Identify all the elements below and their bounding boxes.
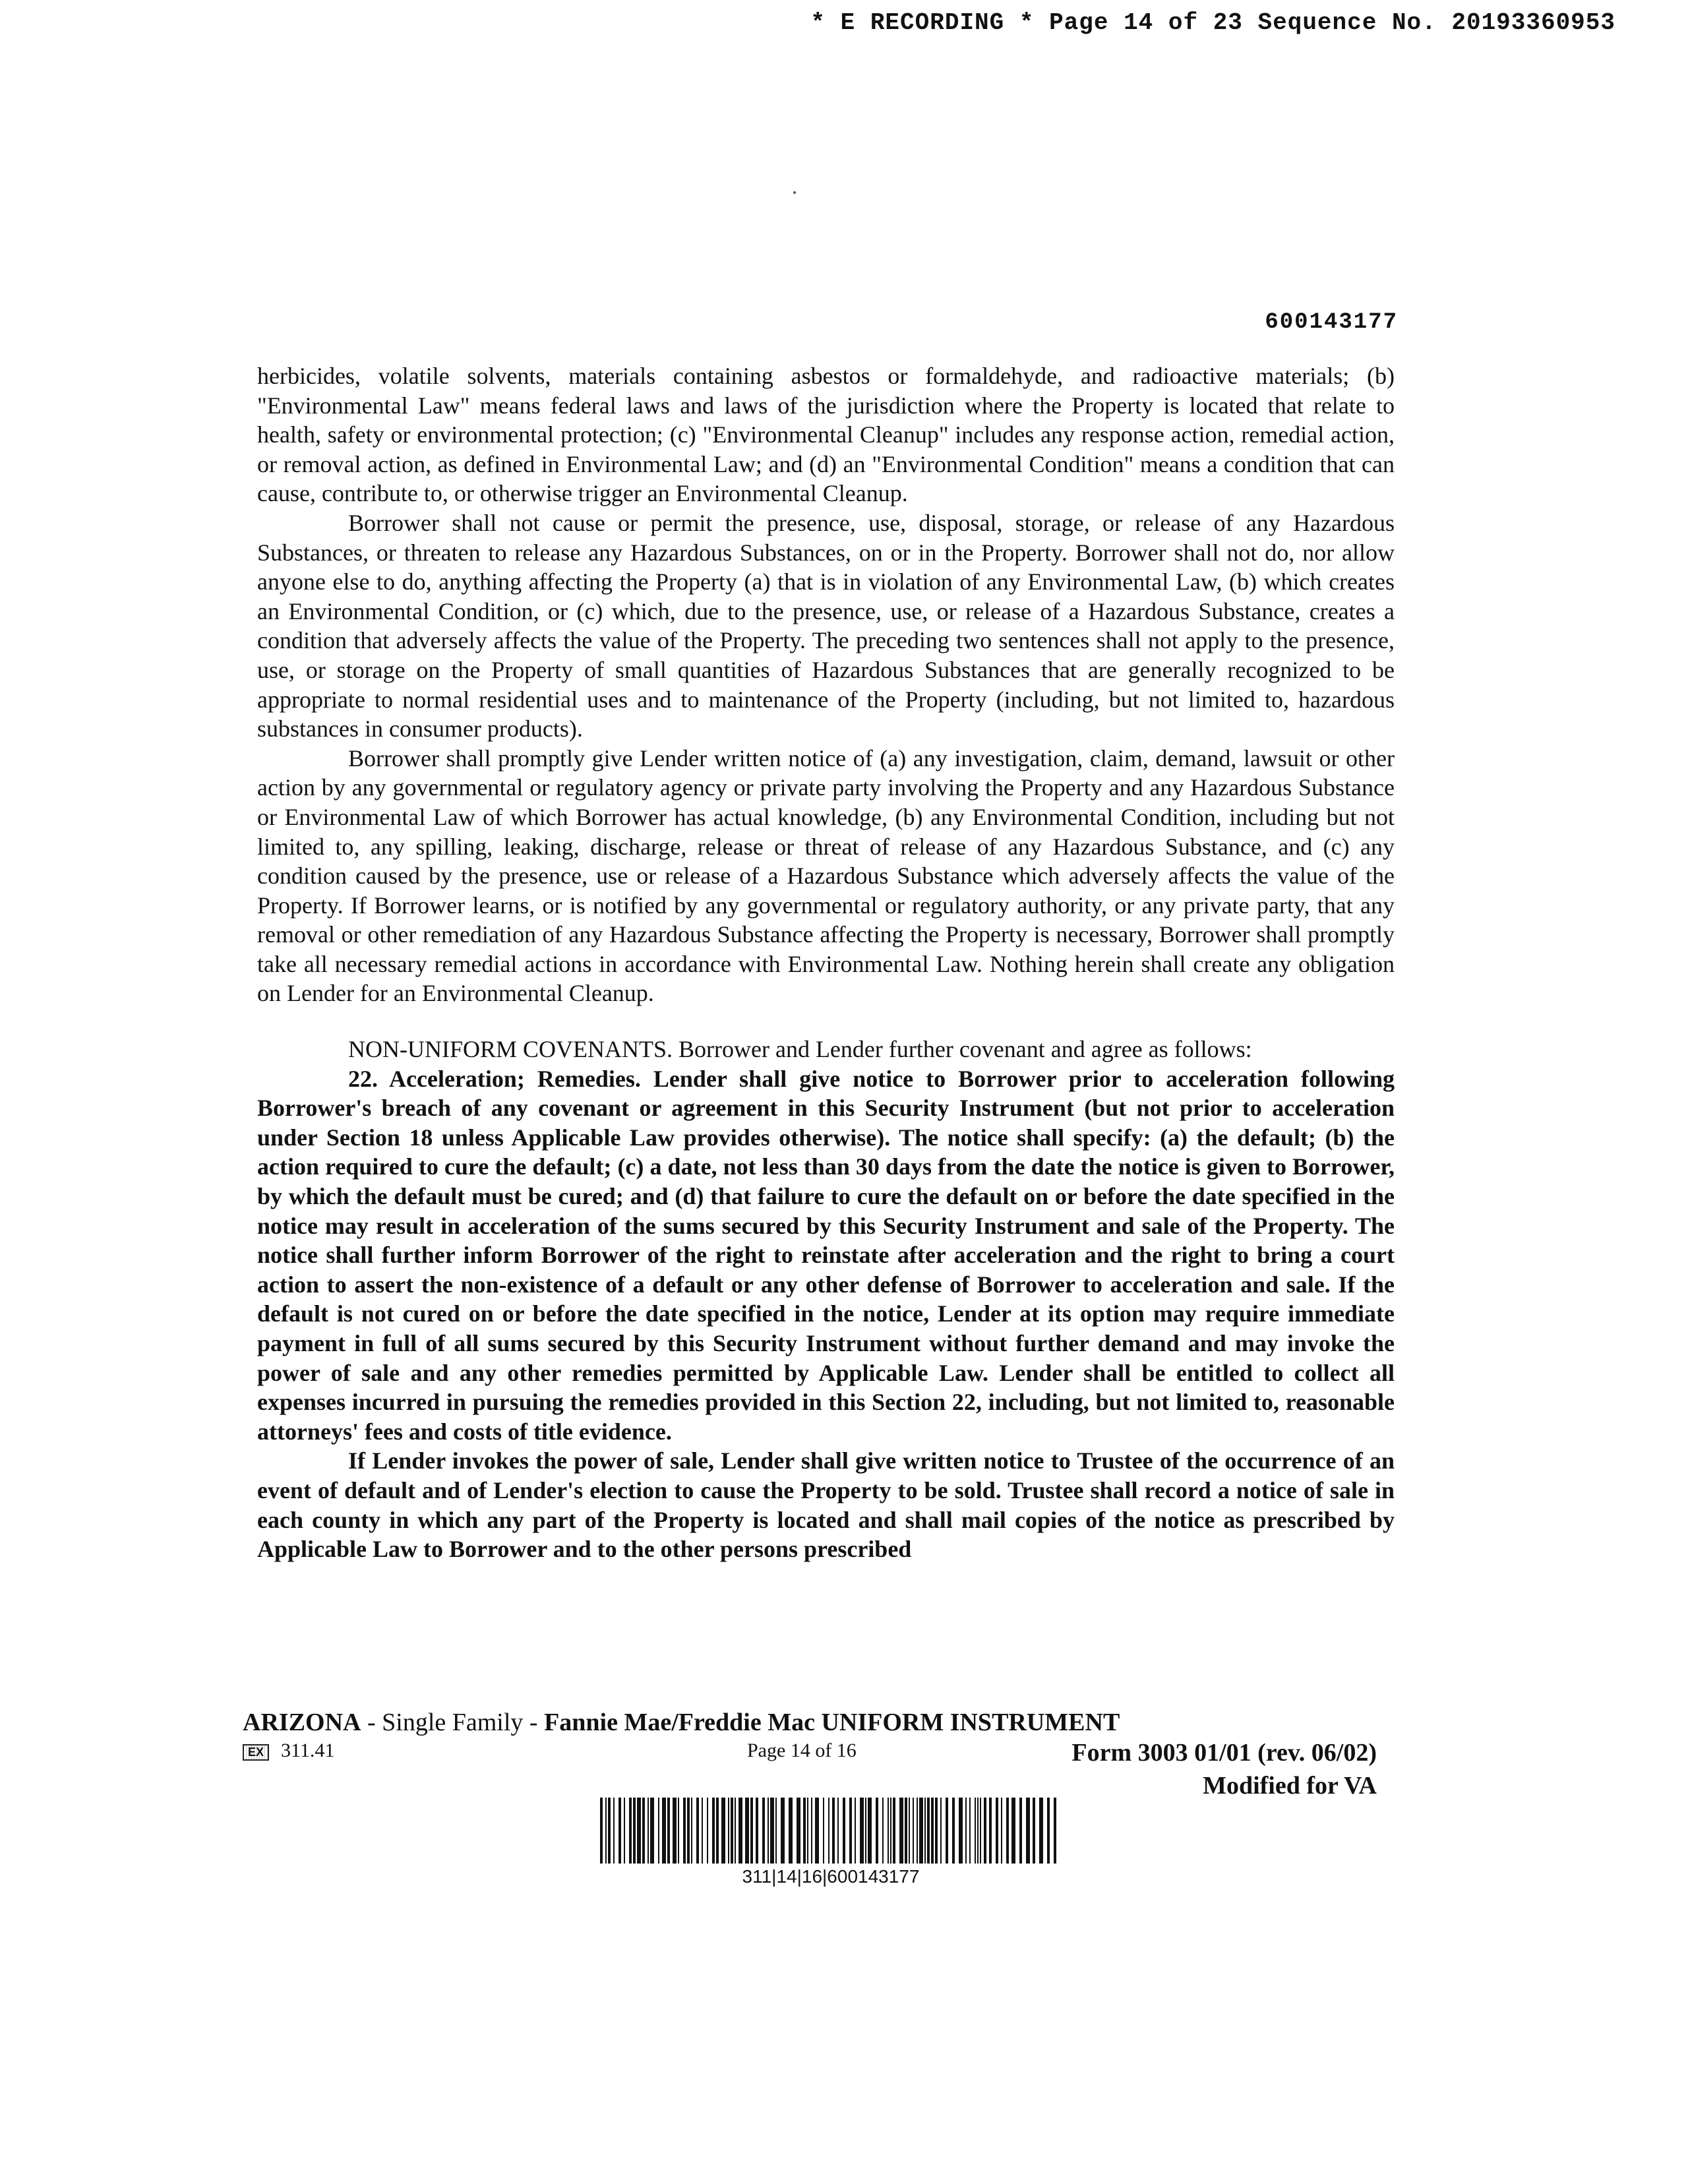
barcode-bar bbox=[865, 1798, 866, 1864]
barcode-bar bbox=[712, 1798, 715, 1864]
barcode-bar bbox=[969, 1798, 971, 1864]
barcode-bar bbox=[781, 1798, 785, 1864]
barcode-bar bbox=[633, 1798, 636, 1864]
barcode-bar bbox=[618, 1798, 621, 1864]
barcode-bar bbox=[1026, 1798, 1030, 1864]
scan-speck bbox=[793, 191, 796, 194]
barcode-bar bbox=[745, 1798, 749, 1864]
barcode-bar bbox=[605, 1798, 607, 1864]
recording-stamp: * E RECORDING * Page 14 of 23 Sequence No. 20193360953 bbox=[810, 9, 1615, 36]
barcode-graphic bbox=[600, 1798, 1062, 1864]
barcode-bar bbox=[996, 1798, 998, 1864]
form-publisher-logo-icon: EX bbox=[243, 1744, 269, 1761]
form-state: ARIZONA bbox=[243, 1709, 361, 1736]
barcode-bar bbox=[600, 1798, 603, 1864]
barcode-bar bbox=[893, 1798, 895, 1864]
form-footer bbox=[243, 1708, 1377, 1800]
barcode-caption: 311|14|16|600143177 bbox=[742, 1866, 920, 1887]
barcode-bar bbox=[1001, 1798, 1002, 1864]
barcode-bar bbox=[849, 1798, 852, 1864]
barcode-bar bbox=[860, 1798, 864, 1864]
barcode-bar bbox=[637, 1798, 641, 1864]
form-code-number: 311.41 bbox=[281, 1740, 335, 1761]
form-title-separator: - Single Family - bbox=[361, 1709, 545, 1736]
barcode-bar bbox=[683, 1798, 686, 1864]
barcode-bar bbox=[667, 1798, 670, 1864]
barcode-bar bbox=[924, 1798, 926, 1864]
form-code bbox=[243, 1740, 334, 1762]
barcode-bar bbox=[832, 1798, 835, 1864]
barcode-bar bbox=[1019, 1798, 1022, 1864]
barcode-bar bbox=[728, 1798, 729, 1864]
barcode-bar bbox=[807, 1798, 808, 1864]
barcode-bar bbox=[952, 1798, 955, 1864]
barcode-bar bbox=[965, 1798, 967, 1864]
barcode-bar bbox=[716, 1798, 719, 1864]
barcode-bar bbox=[899, 1798, 903, 1864]
section-22-acceleration-remedies: 22. Acceleration; Remedies. Lender shall give notice to Borrower prior to acceleration following Borrower's breach of any covenant or agreement in this Security Instrument (but not prior to acceleration under Section 18 unless Applicable Law provides otherwise). The notice shall specify: (a) the default; (b) the action required to cure the default; (c) a date, not less than 30 days from the date the notice is given to Borrower, by which the default must be cured; and (d) that failure to cure the default on or before the date specified in the notice may result in acceleration of the sums secured by this Security Instrument and sale of the Property. The notice shall further inform Borrower of the right to reinstate after acceleration and the right to bring a court action to assert the non-existence of a default or any other defense of Borrower to acceleration and sale. If the default is not cured on or before the date specified in the notice, Lender at its option may require immediate payment in full of all sums secured by this Security Instrument without further demand and may invoke the power of sale and any other remedies permitted by Applicable Law. Lender shall be entitled to collect all expenses incurred in pursuing the remedies provided in this Section 22, including, but not limited to, reasonable attorneys' fees and costs of title evidence. bbox=[257, 1065, 1395, 1445]
barcode-bar bbox=[815, 1798, 819, 1864]
barcode-bar bbox=[940, 1798, 942, 1864]
barcode-bar bbox=[931, 1798, 934, 1864]
barcode-bar bbox=[731, 1798, 733, 1864]
barcode-bar bbox=[980, 1798, 981, 1864]
barcode-bar bbox=[977, 1798, 979, 1864]
barcode-bar bbox=[811, 1798, 812, 1864]
barcode-bar bbox=[935, 1798, 938, 1864]
barcode-bar bbox=[876, 1798, 878, 1864]
barcode-bar bbox=[775, 1798, 777, 1864]
document-body bbox=[257, 361, 1395, 1564]
barcode-bar bbox=[837, 1798, 839, 1864]
barcode-bar bbox=[721, 1798, 725, 1864]
barcode-bar bbox=[678, 1798, 679, 1864]
barcode-bar bbox=[738, 1798, 742, 1864]
page-label: Page 14 of 16 bbox=[747, 1740, 857, 1761]
barcode-bar bbox=[629, 1798, 632, 1864]
barcode-bar bbox=[913, 1798, 914, 1864]
paragraph-environmental-definitions: herbicides, volatile solvents, materials containing asbestos or formaldehyde, and radioactive materials; (b) "Environmental Law" means federal laws and laws of the jurisdiction where the Property is located that relate to health, safety or environmental protection; (c) "Environmental Cleanup" includes any response action, remedial action, or removal action, as defined in Environmental Law; and (d) an "Environmental Condition" means a condition that can cause, contribute to, or otherwise trigger an Environmental Cleanup. bbox=[257, 363, 1395, 507]
barcode-bar bbox=[735, 1798, 736, 1864]
barcode-bar bbox=[919, 1798, 923, 1864]
barcode-bar bbox=[927, 1798, 930, 1864]
barcode-bar bbox=[691, 1798, 692, 1864]
barcode-bar bbox=[890, 1798, 891, 1864]
barcode-bar bbox=[658, 1798, 659, 1864]
barcode-bar bbox=[707, 1798, 708, 1864]
modified-note: Modified for VA bbox=[1203, 1772, 1377, 1800]
barcode-bar bbox=[768, 1798, 769, 1864]
barcode-bar bbox=[696, 1798, 699, 1864]
barcode-bar bbox=[888, 1798, 889, 1864]
non-uniform-covenants-heading: NON-UNIFORM COVENANTS. Borrower and Lender further covenant and agree as follows: bbox=[348, 1036, 1252, 1063]
form-title bbox=[243, 1708, 1377, 1737]
barcode-bar bbox=[750, 1798, 753, 1864]
form-meta-row bbox=[243, 1738, 1377, 1773]
barcode-bar bbox=[642, 1798, 645, 1864]
power-of-sale-paragraph: If Lender invokes the power of sale, Lender shall give written notice to Trustee of the occurrence of an event of default and of Lender's election to cause the Property to be sold. Trustee shall record a notice of sale in each county in which any part of the Property is located and shall mail copies of the notice as prescribed by Applicable Law to Borrower and to the other persons prescribed bbox=[257, 1447, 1395, 1563]
barcode-bar bbox=[1047, 1798, 1050, 1864]
loan-number: 600143177 bbox=[1265, 310, 1398, 335]
barcode-bar bbox=[1039, 1798, 1043, 1864]
barcode-bar bbox=[823, 1798, 824, 1864]
barcode-bar bbox=[803, 1798, 806, 1864]
barcode-bar bbox=[662, 1798, 666, 1864]
barcode-bar bbox=[789, 1798, 793, 1864]
barcode-bar bbox=[959, 1798, 963, 1864]
form-instrument-name: Fannie Mae/Freddie Mac UNIFORM INSTRUMENT bbox=[544, 1709, 1120, 1736]
barcode-bar bbox=[946, 1798, 948, 1864]
paragraph-notice-obligations: Borrower shall promptly give Lender written notice of (a) any investigation, claim, demand, lawsuit or other action by any governmental or regulatory agency or private party involving the Property and any Hazardous Substance or Environmental Law of which Borrower has actual knowledge, (b) any Environmental Condition, including but not limited to, any spilling, leaking, discharge, release or threat of release of any Hazardous Substance, and (c) any condition caused by the presence, use or release of a Hazardous Substance which adversely affects the value of the Property. If Borrower learns, or is notified by any governmental or regulatory authority, or any private party, that any removal or other remediation of any Hazardous Substance affecting the Property is necessary, Borrower shall promptly take all necessary remedial actions in accordance with Environmental Law. Nothing herein shall create any obligation on Lender for an Environmental Cleanup. bbox=[257, 744, 1395, 1007]
barcode-bar bbox=[1054, 1798, 1056, 1864]
form-number: Form 3003 01/01 (rev. 06/02) bbox=[1071, 1739, 1377, 1767]
barcode-bar bbox=[797, 1798, 800, 1864]
barcode-bar bbox=[673, 1798, 677, 1864]
barcode-bar bbox=[702, 1798, 703, 1864]
barcode-bar bbox=[1033, 1798, 1035, 1864]
barcode-bar bbox=[770, 1798, 774, 1864]
barcode-bar bbox=[608, 1798, 611, 1864]
barcode-bar bbox=[868, 1798, 872, 1864]
barcode-bar bbox=[975, 1798, 976, 1864]
barcode-bar bbox=[984, 1798, 986, 1864]
paragraph-hazardous-substances: Borrower shall not cause or permit the presence, use, disposal, storage, or release of any Hazardous Substances, or threaten to release any Hazardous Substances, on or in the Property. Borrower shall not do, nor allow anyone else to do, anything affecting the Property (a) that is in violation of any Environmental Law, (b) which creates an Environmental Condition, or (c) which, due to the presence, use, or release of a Hazardous Substance, creates a condition that adversely affects the value of the Property. The preceding two sentences shall not apply to the presence, use, or storage on the Property of small quantities of Hazardous Substances that are generally recognized to be appropriate to normal residential uses and to maintenance of the Property (including, but not limited to, hazardous substances in consumer products). bbox=[257, 509, 1395, 743]
barcode-bar bbox=[989, 1798, 992, 1864]
barcode-bar bbox=[855, 1798, 856, 1864]
barcode-bar bbox=[828, 1798, 829, 1864]
barcode-bar bbox=[648, 1798, 649, 1864]
barcode-bar bbox=[905, 1798, 907, 1864]
barcode-bar bbox=[882, 1798, 884, 1864]
barcode-bar bbox=[843, 1798, 845, 1864]
barcode-bar bbox=[756, 1798, 758, 1864]
barcode-bar bbox=[613, 1798, 615, 1864]
barcode-bar bbox=[650, 1798, 654, 1864]
barcode-bar bbox=[624, 1798, 625, 1864]
barcode-bar bbox=[762, 1798, 765, 1864]
barcode-bar bbox=[687, 1798, 690, 1864]
barcode-bar bbox=[1011, 1798, 1015, 1864]
barcode-bar bbox=[917, 1798, 918, 1864]
barcode-bar bbox=[909, 1798, 910, 1864]
barcode-bar bbox=[1006, 1798, 1009, 1864]
